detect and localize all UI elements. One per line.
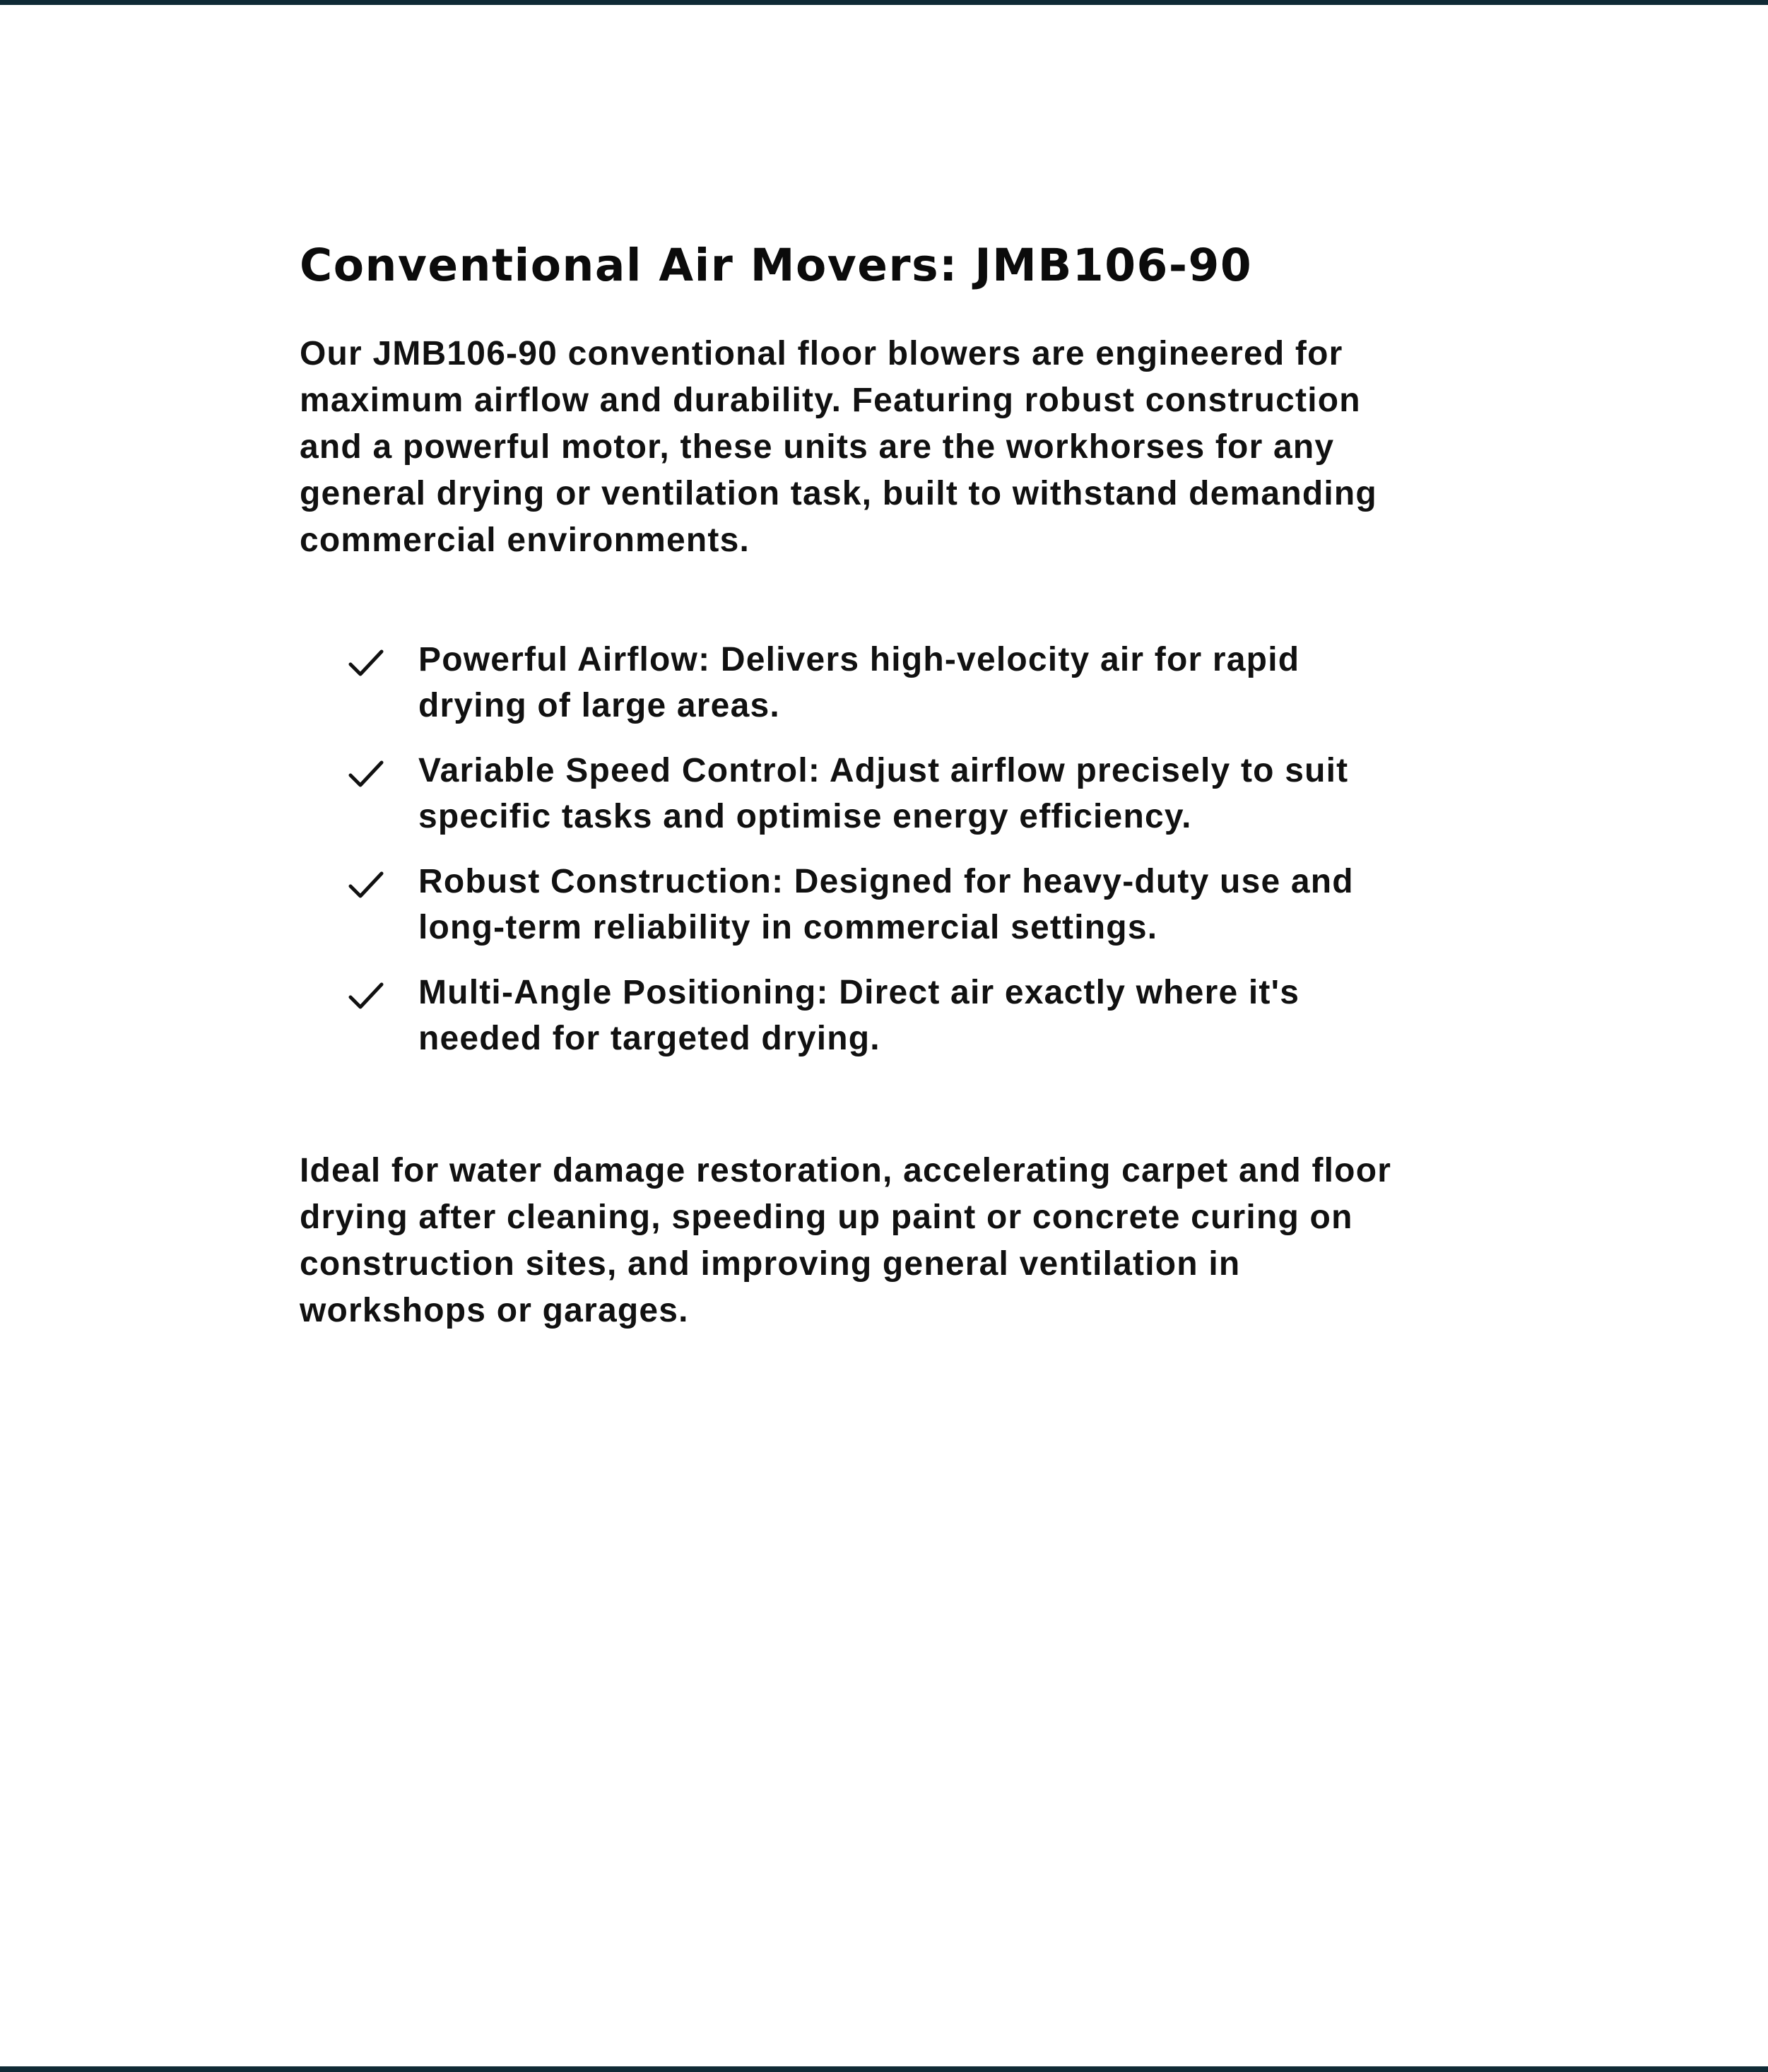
feature-text: Adjust airflow precisely to suit specific tasks and optimise energy efficiency. bbox=[418, 752, 1349, 835]
outro-paragraph: Ideal for water damage restoration, accelerating carpet and floor drying after cleaning, speeding up paint or concrete curing on construction sites, and improving general ventilation in workshops or garages. bbox=[300, 1152, 1392, 1329]
feature-title: Powerful Airflow: bbox=[418, 641, 711, 678]
feature-text: Direct air exactly where it's needed for targeted drying. bbox=[418, 974, 1300, 1057]
feature-item-variable-speed-control bbox=[300, 748, 1416, 840]
feature-item-powerful-airflow bbox=[300, 637, 1416, 729]
product-section bbox=[300, 237, 1416, 1334]
feature-list bbox=[300, 637, 1416, 1061]
check-icon bbox=[348, 647, 384, 678]
feature-text: Designed for heavy-duty use and long-term reliability in commercial settings. bbox=[418, 863, 1354, 946]
feature-item-robust-construction bbox=[300, 859, 1416, 950]
bottom-border bbox=[0, 2066, 1768, 2072]
check-icon bbox=[348, 869, 384, 900]
feature-title: Multi-Angle Positioning: bbox=[418, 974, 829, 1011]
top-border bbox=[0, 0, 1768, 5]
check-icon bbox=[348, 758, 384, 789]
intro-paragraph: Our JMB106-90 conventional floor blowers are engineered for maximum airflow and durability. Featuring robust construction and a powerful motor, these units are the workhorses for any general drying or ventilation task, built to withstand demanding commercial environments. bbox=[300, 335, 1377, 559]
section-title: Conventional Air Movers: JMB106-90 bbox=[300, 240, 1253, 291]
check-icon bbox=[348, 980, 384, 1011]
feature-title: Robust Construction: bbox=[418, 863, 784, 900]
feature-text: Delivers high-velocity air for rapid drying of large areas. bbox=[418, 641, 1300, 724]
feature-title: Variable Speed Control: bbox=[418, 752, 821, 789]
feature-item-multi-angle-positioning bbox=[300, 970, 1416, 1061]
